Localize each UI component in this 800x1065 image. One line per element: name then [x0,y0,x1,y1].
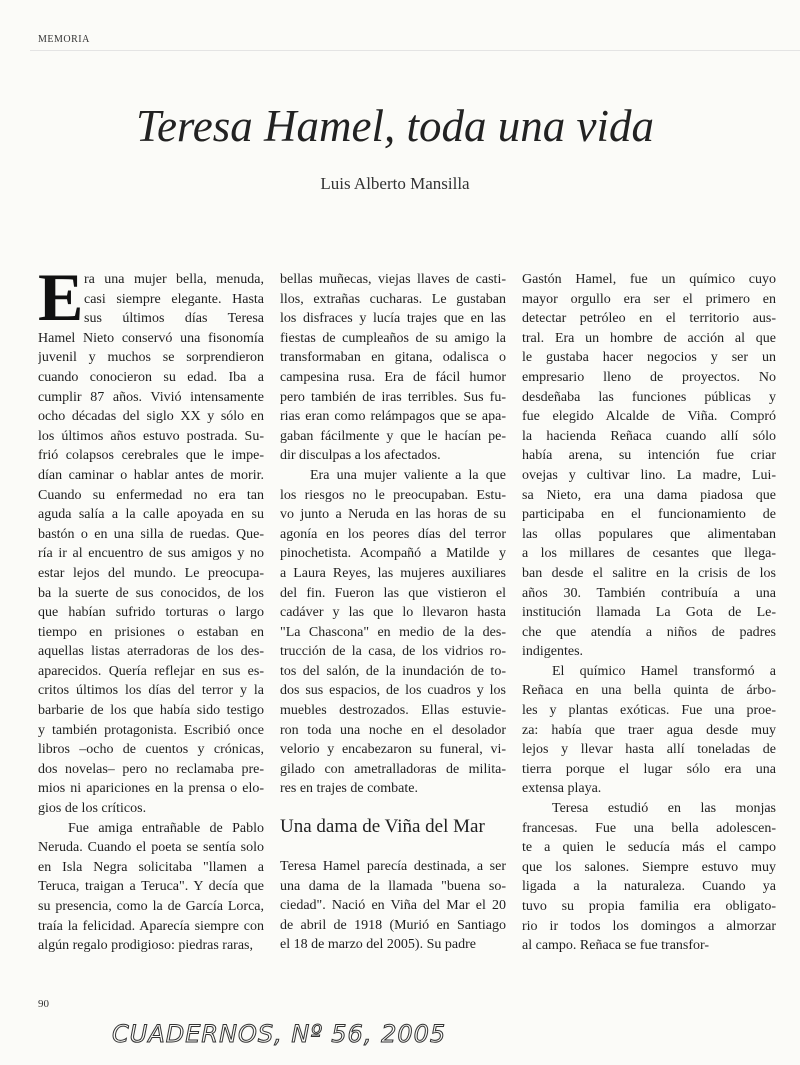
text-line: en Isla Negra solicitaba "llamen a [38,859,264,875]
text-line: libros –ocho de cuentos y crónicas, [38,742,264,758]
text-line: El químico Hamel transformó a [552,663,776,679]
text-line: bastón o en una silla de ruedas. Que- [38,526,264,542]
text-line: que habían sufrido torturas o largo [38,605,264,621]
text-line: muebles destrozados. Ellas estuvie- [280,703,506,719]
text-line: Fue amiga entrañable de Pablo [68,820,264,836]
text-line: aguda salía a la calle apoyada en su [38,507,264,523]
section-label: MEMORIA [38,34,90,45]
text-line: res en trajes de combate. [280,781,418,797]
text-line: campesina rusa. Era de fácil humor [280,369,506,385]
text-line: gios de los críticos. [38,801,147,817]
paragraph [522,799,776,956]
text-line: su presencia, como la de García Lorca, [38,899,264,914]
text-line: sus últimos días Teresa [84,311,264,327]
text-line: una dama de la llamada "buena so- [280,878,506,894]
text-line: velorio y encabezaron su funeral, vi- [280,742,506,758]
text-line: años 30. También contribuía a una [522,585,776,601]
text-line: ra una mujer bella, menuda, [84,272,264,287]
text-line: mios ni apariciones en la prensa o elo- [38,781,264,797]
text-line: y también protagonista. Escribió once [38,722,264,738]
text-line: algún regalo prodigioso: piedras raras, [38,938,253,954]
text-line: del fin. Fueron las que vistieron el [280,585,506,601]
text-line: cuando conocieron su edad. Iba a [38,369,264,385]
handwritten-note-text: CUADERNOS, Nº 56, 2005 [112,1020,447,1048]
text-line: fiestas de cumpleaños de su amigo la [280,330,506,346]
text-line: las ollas populares que alimentaban [522,526,776,542]
text-line: tos del salón, de la inundación de to- [280,663,506,679]
text-line: ba la suerte de sus conocidos, de los [38,585,264,601]
text-line: Cuando su enfermedad no era tan [38,487,264,503]
text-line: los últimos años estuvo postrada. Su- [38,428,264,444]
column-1 [38,259,264,956]
text-line: Hamel Nieto conservó una fisonomía [38,330,264,346]
text-line: ron toda una noche en el desolador [280,722,506,738]
text-line: transformaban en gitana, odalisca o [280,350,506,366]
text-line: critos últimos los días del terror y la [38,683,264,699]
text-line: Gastón Hamel, fue un químico cuyo [522,272,776,287]
text-line: cadáver y las que lo llevaron hasta [280,605,506,621]
text-line: los riesgos no le preocupaban. Estu- [280,487,506,503]
article-title: Teresa Hamel, toda una vida [136,101,654,151]
text-line: dos novelas– pero no reclamaba pre- [38,761,264,777]
column-2 [280,270,506,955]
text-line: participaba en el funcionamiento de [522,507,776,523]
text-line: había arena, su intención fue criar [522,448,776,464]
text-line: cumplir 87 años. Vivió intensamente [38,389,264,405]
text-line: te a quien le seducía más el campo [522,840,776,856]
text-line: Teresa Hamel parecía destinada, a ser [280,859,506,875]
text-line: ovejas y cultivar lino. La madre, Lui- [522,467,776,483]
text-line: Era una mujer valiente a la que [310,467,506,483]
text-line: ocho décadas del siglo XX y sólo en [38,409,264,425]
text-line: aparecidos. Quería reflejar en sus es- [38,663,264,679]
article-author: Luis Alberto Mansilla [320,174,470,193]
column-3 [522,270,776,956]
text-line: al campo. Reñaca se fue transfor- [522,938,710,954]
text-line: dos sus espacios, de los cuadros y los [280,683,506,699]
handwritten-note [108,1012,448,1052]
text-line: Teresa estudió en las monjas [552,801,776,817]
text-line: de abril de 1918 (Murió en Santiago [280,917,506,933]
page-number: 90 [38,998,49,1010]
text-line: institución llamada La Gota de Le- [522,605,776,621]
text-line: tierra porque el lugar sólo era una [522,761,776,777]
text-line: empresario lleno de proyectos. No [522,369,776,385]
text-line: los disfraces y lucía trajes que en las [280,311,506,327]
text-line: barbarie de los que había sido testigo [38,703,264,719]
text-line: dir disculpas a los afectados. [280,448,441,464]
subheading: Una dama de Viña del Mar [280,816,485,838]
text-line: le gustaba hacer negocios y ser un [522,350,776,366]
paragraph [522,662,776,799]
text-line: rias eran como relámpagos que se apa- [280,409,506,425]
text-line: Teruca, traigan a Teruca". Y decía que [38,879,264,895]
text-line: vo junto a Neruda en las horas de su [280,507,506,523]
text-line: les y plantas exóticas. Fue una proe- [522,703,776,719]
text-line: indigentes. [522,644,584,660]
text-line: extensa playa. [522,781,602,797]
text-line: estar lejos del mundo. Le preocupa- [38,565,264,581]
text-line: aquellas listas aterradoras de los des- [38,644,264,660]
text-line: juvenil y muchos se sorprendieron [38,350,264,366]
text-line: dían caminar o hablar antes de morir. [38,467,264,483]
text-line: a Laura Reyes, las mujeres auxiliares [280,565,506,581]
text-line: llos, extrañas cucharas. Le gustaban [280,291,506,307]
text-line: "La Chascona" en medio de la des- [280,624,506,640]
text-line: rio ir todos los domingos a almorzar [522,918,776,934]
text-line: la hacienda Reñaca cuando allí sólo [522,428,776,444]
text-line: che que atendía a niños de padres [522,624,776,640]
text-line: pinochetista. Acompañó a Matilde y [280,546,506,562]
text-line: za: había que traer agua desde muy [522,722,776,738]
paragraph [280,270,506,466]
text-line: sa Nieto, era una dama piadosa que [522,487,776,503]
text-line: ría ir al encuentro de sus amigos y no [38,546,264,562]
text-line: Neruda. Cuando el poeta se sentía solo [38,840,264,856]
text-line: francesas. Fue una bella adolescen- [522,820,776,836]
paragraph [38,270,264,819]
text-line: pero también de iras terribles. Sus fu- [280,389,506,405]
paragraph [280,857,506,955]
text-line: ban desde el salitre en la crisis de los [522,565,776,581]
drop-cap: E [38,259,84,335]
text-line: tiempo en prisiones o estaban en [38,624,264,640]
text-line: el 18 de marzo del 2005). Su padre [280,937,476,953]
text-line: tuvo su propia familia era obligato- [522,899,776,914]
text-line: gaban fácilmente y que le hacían pe- [280,428,506,444]
text-line: desdeñaba las funciones públicas y [522,389,776,405]
text-line: casi siempre elegante. Hasta [84,291,264,307]
text-line: lejos y llevar hasta allí toneladas de [522,742,776,758]
text-line: frió colapsos cerebrales que le impe- [38,448,264,464]
text-line: a los millares de cesantes que llega- [522,546,776,562]
paragraph [280,466,506,799]
text-line: bellas muñecas, viejas llaves de casti- [280,272,506,287]
text-line: fue elegido Alcalde de Viña. Compró [522,409,776,425]
text-line: gilado con ametralladoras de milita- [280,761,506,777]
text-line: ciedad". Nació en Viña del Mar el 20 [280,898,506,914]
text-line: trucción de la casa, de los vidrios ro- [280,644,506,660]
text-line: detectar petróleo en el territorio aus- [522,311,776,327]
text-line: mayor orgullo era ser el primero en [522,291,776,307]
text-line: Reñaca en una bella quinta de árbo- [522,683,776,699]
text-line: traía la felicidad. Aparecía siempre con [38,918,264,934]
text-line: tral. Era un hombre de acción al que [522,330,776,346]
paragraph [38,819,264,956]
header-rule [30,50,800,51]
text-line: agonía en los peores días del terror [280,526,506,542]
text-line: ligada a la naturaleza. Cuando ya [522,879,776,895]
paragraph [522,270,776,662]
text-line: que los salones. Siempre estuvo muy [522,859,776,875]
